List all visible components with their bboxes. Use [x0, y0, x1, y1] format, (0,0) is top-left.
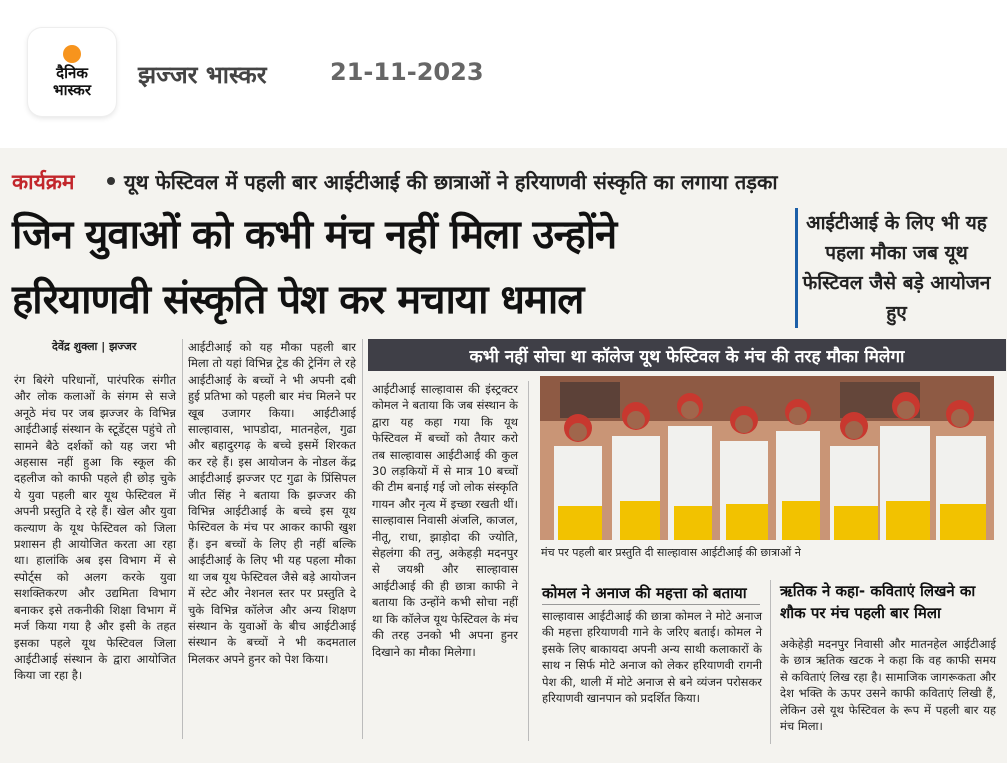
bullet-dot — [107, 177, 115, 185]
article-column-4: साल्हावास आईटीआई की छात्रा कोमल ने मोटे अनाज की महत्ता हरियाणवी गाने के जरिए बताई। कोमल ने इसके लिए बाकायदा अपनी अन्य साथी कलाकारों के साथ न सिर्फ मोटे अनाज को लेकर हरियाणवी रागनी पेश की, थाली में मोटे अनाज से बने व्यंजन परोसकर हरियाणवी खानपान को प्रदर्शित किया। — [542, 609, 762, 706]
sun-icon — [63, 45, 81, 63]
logo-line1: दैनिक — [56, 64, 88, 82]
side-deck: आईटीआई के लिए भी यह पहला मौका जब यूथ फेस्टिवल जैसे बड़े आयोजन हुए — [795, 208, 995, 328]
article-column-2: आईटीआई को यह मौका पहली बार मिला तो यहां विभिन्न ट्रेड की ट्रेनिंग ले रहे आईटीआई के बच्चों ने भी अपनी दबी हुई प्रतिभा को पहली बार मंच मिलने पर खूब उजागर किया। आईटीआई साल्हावास, भापडोदा, मातनहेल, गुढा और बहादुरगढ़ के बच्चे इसमें शिरकत कर रहे हैं। इस आयोजन के नोडल केंद्र आईटीआई झज्जर एट गुढा के प्रिंसिपल जीत सिंह ने बताया कि झज्जर की विभिन्न आईटीआई के बच्चे इस यूथ फेस्टिवल के मंच पर आकर काफी खुश हैं। इन बच्चों के लिए ही नहीं बल्कि आईटीआई के लिए भी यह पहला मौका था जब यूथ फेस्टिवल जैसे बड़े आयोजन में स्टेट और नेशनल स्तर पर प्रस्तुति दे चुके विभिन्न कॉलेज और अन्य शिक्षण संस्थान के युवाओं के बीच आईटीआई संस्थान के बच्चों ने भी कदमताल मिलकर अपने हुनर को पेश किया। — [188, 340, 356, 666]
logo-line2: भास्कर — [53, 81, 91, 99]
app-header — [0, 0, 1007, 140]
headline-line-2: हरियाणवी संस्कृति पेश कर मचाया धमाल — [12, 277, 584, 323]
byline: देवेंद्र शुक्ला | झज्जर — [52, 340, 137, 353]
edition-name: झज्जर भास्कर — [138, 61, 267, 89]
dainik-bhaskar-logo[interactable] — [28, 28, 116, 116]
photo-caption: मंच पर पहली बार प्रस्तुति दी साल्हावास आईटीआई की छात्राओं ने — [541, 546, 801, 559]
section-band-heading: कभी नहीं सोचा था कॉलेज यूथ फेस्टिवल के मंच की तरह मौका मिलेगा — [368, 339, 1006, 371]
article-column-1: रंग बिरंगे परिधानों, पारंपरिक संगीत और लोक कलाओं के संगम से सजे अनूठे मंच पर जब झज्जर के विभिन्न आईटीआई संस्थान के स्टूडेंट्स पहुंचे तो सामने बैठे दर्शकों को यह जरा भी अहसास नहीं हुआ कि स्कूल की दहलीज को काफी पहले ही छोड़ चुके ये युवा पहली बार यूथ फेस्टिवल में अपनी प्रस्तुति दे रहे हैं। खेल और युवा कल्याण के यूथ फेस्टिवल को जिला प्रशासन ही आयोजित करता आ रहा था। हालांकि अब इस विभाग में से स्पोर्ट्स को अलग करके युवा सशक्तिकरण और उद्यमिता विभाग बनाकर इसे तकनीकी शिक्षा विभाग में मर्ज किया गया है और इसी के तहत इसका पहले यूथ फेस्टिवल जिला आईटीआई संस्थान के द्वारा आयोजित किया जा रहा है। — [14, 373, 176, 683]
column-divider — [770, 580, 771, 744]
kicker-label: कार्यक्रम — [12, 170, 75, 194]
subheading-ritik: ऋतिक ने कहा- कविताएं लिखने का शौक पर मंच पहली बार मिला — [780, 582, 976, 622]
article-column-3: आईटीआई साल्हावास की इंस्ट्रक्टर कोमल ने बताया कि जब संस्थान के द्वारा यह कहा गया कि यूथ फेस्टिवल में बच्चों को तैयार करो तब साल्हावास आईटीआई की कुल 30 लड़कियों में से मात्र 10 बच्चों की टीम बनाई गई जो लोक संस्कृति गायन और नृत्य में इच्छा रखती थीं। साल्हावास निवासी अंजलि, काजल, नीतू, राधा, झाड़ोदा की ज्योति, सेहलंगा की तनु, अकेहड़ी मदनपुर से जयश्री और साल्हावास आईटीआई की ही छात्रा काफी ने बताया कि उन्होंने कभी सोचा नहीं था कि कॉलेज यूथ फेस्टिवल के मंच की तरह उनको भी अपना हुनर दिखाने का मौका मिलेगा। — [372, 382, 518, 659]
column-divider — [362, 339, 363, 739]
kicker-subheading: यूथ फेस्टिवल में पहली बार आईटीआई की छात्राओं ने हरियाणवी संस्कृति का लगाया तड़का — [124, 170, 778, 194]
article-column-5: अकेहेड़ी मदनपुर निवासी और मातनहेल आईटीआई के छात्र ऋतिक खटक ने कहा कि वह काफी समय से कविताएं लिख रहा है। सामाजिक जागरूकता और देश भक्ति के ऊपर उसने काफी कविताएं लिखी हैं, लेकिन उसे यूथ फेस्टिवल के रूप में पहली बार यह मंच मिला। — [780, 637, 996, 734]
students-performance-photo — [540, 376, 994, 540]
edition-date: 21-11-2023 — [330, 58, 484, 86]
subheading-koml: कोमल ने अनाज की महत्ता को बताया — [542, 582, 760, 605]
column-divider — [182, 339, 183, 739]
headline-line-1: जिन युवाओं को कभी मंच नहीं मिला उन्होंने — [12, 212, 617, 258]
column-divider — [528, 381, 529, 741]
